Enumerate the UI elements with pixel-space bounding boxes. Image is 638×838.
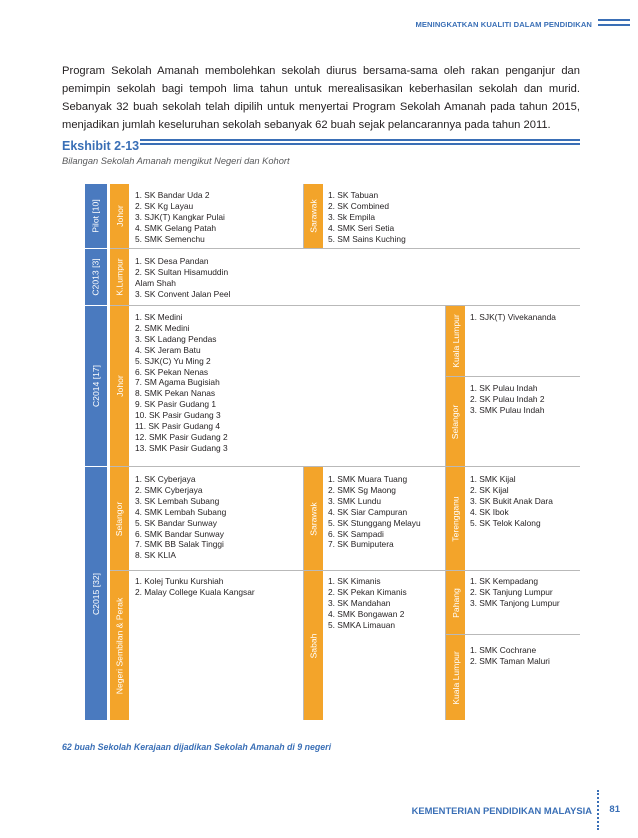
- school-item: 7. SK Bumiputera: [328, 539, 394, 550]
- exhibit-footnote: 62 buah Sekolah Kerajaan dijadikan Sekolah Amanah di 9 negeri: [62, 742, 332, 752]
- footer-divider: [597, 790, 601, 830]
- cohort-c2013: C2013 [3]: [85, 249, 107, 305]
- school-item: 8. SK KLIA: [135, 550, 176, 561]
- school-item: 4. SK Siar Campuran: [328, 506, 408, 517]
- cohort-pilot: Pilot [10]: [85, 184, 107, 248]
- school-item: 5. SK Bandar Sunway: [135, 517, 217, 528]
- header-decoration: [598, 19, 630, 31]
- cohort-c2015: C2015 [32]: [85, 467, 107, 720]
- school-item: 10. SK Pasir Gudang 3: [135, 410, 221, 421]
- school-item: 3. SMK Lundu: [328, 495, 382, 506]
- state-c2014-johor: Johor: [110, 306, 129, 466]
- intro-paragraph: Program Sekolah Amanah membolehkan sekolah diurus bersama-sama oleh rakan penganjur dan pemimpin sekolah bagi tempoh lima tahun untuk merealisasikan keberhasilan sekolah dan murid. Sebanyak 32 buah sekolah telah dipilih untuk menyertai Program Sekolah Amanah pada tahun 2015, menjadikan jumlah keseluruhan sekolah sebanyak 62 buah sejak pelancarannya pada tahun 2011.: [62, 65, 580, 131]
- school-item: 5. SJK(C) Yu Ming 2: [135, 355, 211, 366]
- state-pilot-sarawak: Sarawak: [304, 184, 323, 248]
- state-c2014-selangor: Selangor: [446, 377, 465, 466]
- exhibit-title: Ekshibit 2-13: [62, 139, 140, 153]
- running-header: MENINGKATKAN KUALITI DALAM PENDIDIKAN: [415, 20, 592, 29]
- school-item: 3. SK Convent Jalan Peel: [135, 288, 231, 299]
- school-item: 2. SK Pulau Indah 2: [470, 393, 545, 404]
- col-divider: [303, 184, 304, 248]
- school-item: 9. SK Pasir Gudang 1: [135, 399, 217, 410]
- school-list-c2015-sabah: [328, 576, 407, 631]
- state-c2015-pahang: Pahang: [446, 571, 465, 634]
- school-item: 4. SMK Bongawan 2: [328, 608, 405, 619]
- row-divider: [446, 376, 580, 377]
- school-item: 7. SM Agama Bugisiah: [135, 377, 220, 388]
- school-item: 11. SK Pasir Gudang 4: [135, 421, 221, 432]
- school-item: 13. SMK Pasir Gudang 3: [135, 442, 228, 453]
- school-list-pilot-sarawak: [328, 190, 406, 245]
- school-item: 4. SK Jeram Batu: [135, 344, 201, 355]
- school-item: 8. SMK Pekan Nanas: [135, 388, 216, 399]
- school-list-c2015-kl: [470, 645, 550, 667]
- school-list-c2014-johor: [135, 312, 228, 454]
- cohort-c2014: C2014 [17]: [85, 306, 107, 466]
- school-list-c2015-terengganu: [470, 474, 553, 529]
- school-item: 3. Sk Empila: [328, 211, 376, 222]
- school-item: 2. SMK Cyberjaya: [135, 484, 203, 495]
- footer-ministry: KEMENTERIAN PENDIDIKAN MALAYSIA: [411, 805, 592, 816]
- school-item: 6. SK Sampadi: [328, 528, 384, 539]
- school-item: 4. SMK Lembah Subang: [135, 506, 227, 517]
- school-item: 6. SMK Bandar Sunway: [135, 528, 224, 539]
- school-item: 2. SK Pekan Kimanis: [328, 586, 407, 597]
- school-item: 2. SMK Taman Maluri: [470, 655, 550, 666]
- exhibit-subtitle: Bilangan Sekolah Amanah mengikut Negeri dan Kohort: [62, 156, 290, 166]
- col-divider: [445, 306, 446, 720]
- school-list-c2015-selangor: [135, 474, 226, 561]
- page-number: 81: [609, 804, 620, 815]
- school-item: 2. Malay College Kuala Kangsar: [135, 586, 255, 597]
- school-item: 2. SK Kijal: [470, 484, 509, 495]
- school-list-c2013-kl: [135, 256, 230, 300]
- school-item: 5. SK Stunggang Melayu: [328, 517, 421, 528]
- school-item: 2. SK Tanjung Lumpur: [470, 586, 553, 597]
- row-divider: [110, 466, 580, 467]
- school-item: 1. SK Bandar Uda 2: [135, 190, 210, 200]
- school-item: 1. SMK Kijal: [470, 474, 516, 484]
- school-item: 1. SK Kempadang: [470, 576, 538, 586]
- school-item: 1. SMK Muara Tuang: [328, 474, 408, 484]
- school-item: 1. SK Cyberjaya: [135, 474, 196, 484]
- school-list-pilot-johor: [135, 190, 225, 245]
- school-item: 3. SK Ladang Pendas: [135, 333, 217, 344]
- school-item: 2. SK Kg Layau: [135, 200, 194, 211]
- school-list-c2015-sarawak: [328, 474, 421, 550]
- school-item: 1. SMK Cochrane: [470, 645, 537, 655]
- state-c2015-selangor: Selangor: [110, 467, 129, 570]
- school-item: 3. SK Bukit Anak Dara: [470, 495, 553, 506]
- school-item: Alam Shah: [135, 277, 176, 288]
- row-divider: [110, 248, 580, 249]
- state-c2015-kl: Kuala Lumpur: [446, 635, 465, 720]
- state-c2015-nsp: Negeri Sembilan & Perak: [110, 571, 129, 720]
- school-item: 4. SMK Seri Setia: [328, 222, 395, 233]
- row-divider: [110, 305, 580, 306]
- state-c2014-kl: Kuala Lumpur: [446, 306, 465, 376]
- school-item: 3. SK Mandahan: [328, 597, 391, 608]
- school-item: 6. SK Pekan Nenas: [135, 366, 209, 377]
- state-c2015-sarawak: Sarawak: [304, 467, 323, 570]
- school-item: 7. SMK BB Salak Tinggi: [135, 539, 224, 550]
- school-item: 5. SMK Semenchu: [135, 233, 205, 244]
- school-item: 5. SK Telok Kalong: [470, 517, 541, 528]
- school-item: 5. SMKA Limauan: [328, 619, 396, 630]
- school-item: 1. Kolej Tunku Kurshiah: [135, 576, 224, 586]
- state-c2015-terengganu: Terengganu: [446, 467, 465, 570]
- school-list-c2015-pahang: [470, 576, 560, 609]
- school-item: 1. SK Kimanis: [328, 576, 381, 586]
- school-list-c2015-nsp: [135, 576, 255, 598]
- school-list-c2014-kl: [470, 312, 556, 323]
- school-item: 5. SM Sains Kuching: [328, 233, 406, 244]
- school-item: 1. SK Desa Pandan: [135, 256, 209, 266]
- school-item: 2. SK Combined: [328, 200, 389, 211]
- row-divider: [110, 570, 580, 571]
- state-c2013-kl: K.Lumpur: [110, 249, 129, 305]
- school-item: 4. SK Ibok: [470, 506, 509, 517]
- exhibit-rule: [140, 139, 580, 149]
- school-item: 12. SMK Pasir Gudang 2: [135, 431, 228, 442]
- school-item: 3. SMK Tanjong Lumpur: [470, 597, 560, 608]
- school-item: 3. SJK(T) Kangkar Pulai: [135, 211, 225, 222]
- school-item: 3. SMK Pulau Indah: [470, 404, 545, 415]
- school-item: 1. SK Pulau Indah: [470, 383, 538, 393]
- school-item: 2. SMK Sg Maong: [328, 484, 396, 495]
- school-list-c2014-selangor: [470, 383, 545, 416]
- school-item: 4. SMK Gelang Patah: [135, 222, 217, 233]
- state-c2015-sabah: Sabah: [304, 571, 323, 720]
- school-item: 2. SK Sultan Hisamuddin: [135, 266, 229, 277]
- school-item: 1. SK Medini: [135, 312, 183, 322]
- school-item: 2. SMK Medini: [135, 322, 190, 333]
- school-item: 1. SJK(T) Vivekananda: [470, 312, 556, 322]
- state-pilot-johor: Johor: [110, 184, 129, 248]
- school-item: 1. SK Tabuan: [328, 190, 379, 200]
- row-divider: [446, 634, 580, 635]
- school-item: 3. SK Lembah Subang: [135, 495, 220, 506]
- col-divider: [303, 467, 304, 720]
